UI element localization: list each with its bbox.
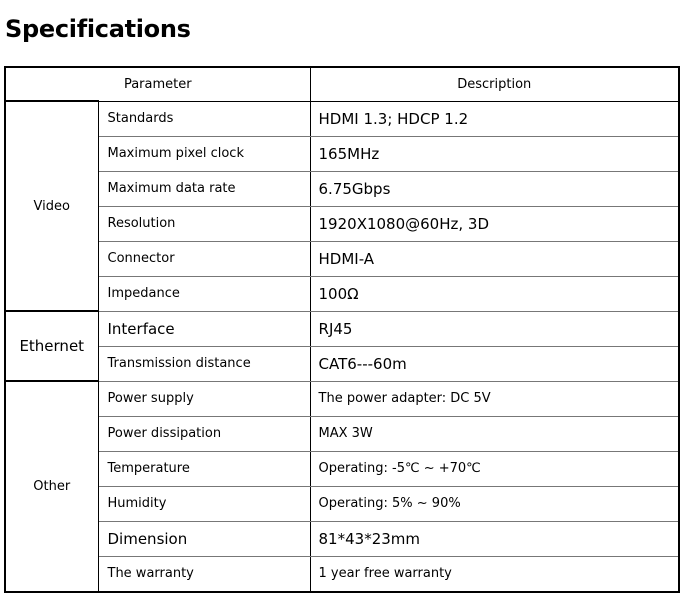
table-row: [5, 206, 679, 241]
table-row: [5, 451, 679, 486]
page-title: Specifications: [5, 15, 191, 43]
param-cell: Maximum data rate: [98, 171, 310, 206]
table-row: [5, 486, 679, 521]
param-cell: Interface: [98, 311, 310, 346]
value-cell: Operating: -5℃ ~ +70℃: [310, 451, 679, 486]
value-cell: HDMI-A: [310, 241, 679, 276]
table-row: [5, 171, 679, 206]
param-cell: Power dissipation: [98, 416, 310, 451]
table-row: [5, 241, 679, 276]
value-cell: 165MHz: [310, 136, 679, 171]
header-parameter: Parameter: [5, 67, 310, 101]
table-row: [5, 276, 679, 311]
param-cell: Humidity: [98, 486, 310, 521]
table-row: [5, 101, 679, 136]
value-cell: 6.75Gbps: [310, 171, 679, 206]
header-description: Description: [310, 67, 679, 101]
table-row: [5, 346, 679, 381]
param-cell: Connector: [98, 241, 310, 276]
param-cell: Power supply: [98, 381, 310, 416]
value-cell: Operating: 5% ~ 90%: [310, 486, 679, 521]
value-cell: 100Ω: [310, 276, 679, 311]
table-row: [5, 381, 679, 416]
value-cell: CAT6---60m: [310, 346, 679, 381]
param-cell: Standards: [98, 101, 310, 136]
value-cell: HDMI 1.3; HDCP 1.2: [310, 101, 679, 136]
value-cell: 1920X1080@60Hz, 3D: [310, 206, 679, 241]
param-cell: Temperature: [98, 451, 310, 486]
param-cell: Resolution: [98, 206, 310, 241]
param-cell: Transmission distance: [98, 346, 310, 381]
specifications-table: [4, 66, 680, 593]
param-cell: Impedance: [98, 276, 310, 311]
header-row: [5, 67, 679, 101]
table-row: [5, 556, 679, 592]
param-cell: Maximum pixel clock: [98, 136, 310, 171]
param-cell: The warranty: [98, 556, 310, 592]
group-label-other: Other: [5, 381, 98, 592]
value-cell: 1 year free warranty: [310, 556, 679, 592]
table-row: [5, 136, 679, 171]
value-cell: 81*43*23mm: [310, 521, 679, 556]
value-cell: The power adapter: DC 5V: [310, 381, 679, 416]
group-label-ethernet: Ethernet: [5, 311, 98, 381]
value-cell: RJ45: [310, 311, 679, 346]
table-row: [5, 416, 679, 451]
table-row: [5, 521, 679, 556]
group-label-video: Video: [5, 101, 98, 311]
value-cell: MAX 3W: [310, 416, 679, 451]
table-row: [5, 311, 679, 346]
param-cell: Dimension: [98, 521, 310, 556]
